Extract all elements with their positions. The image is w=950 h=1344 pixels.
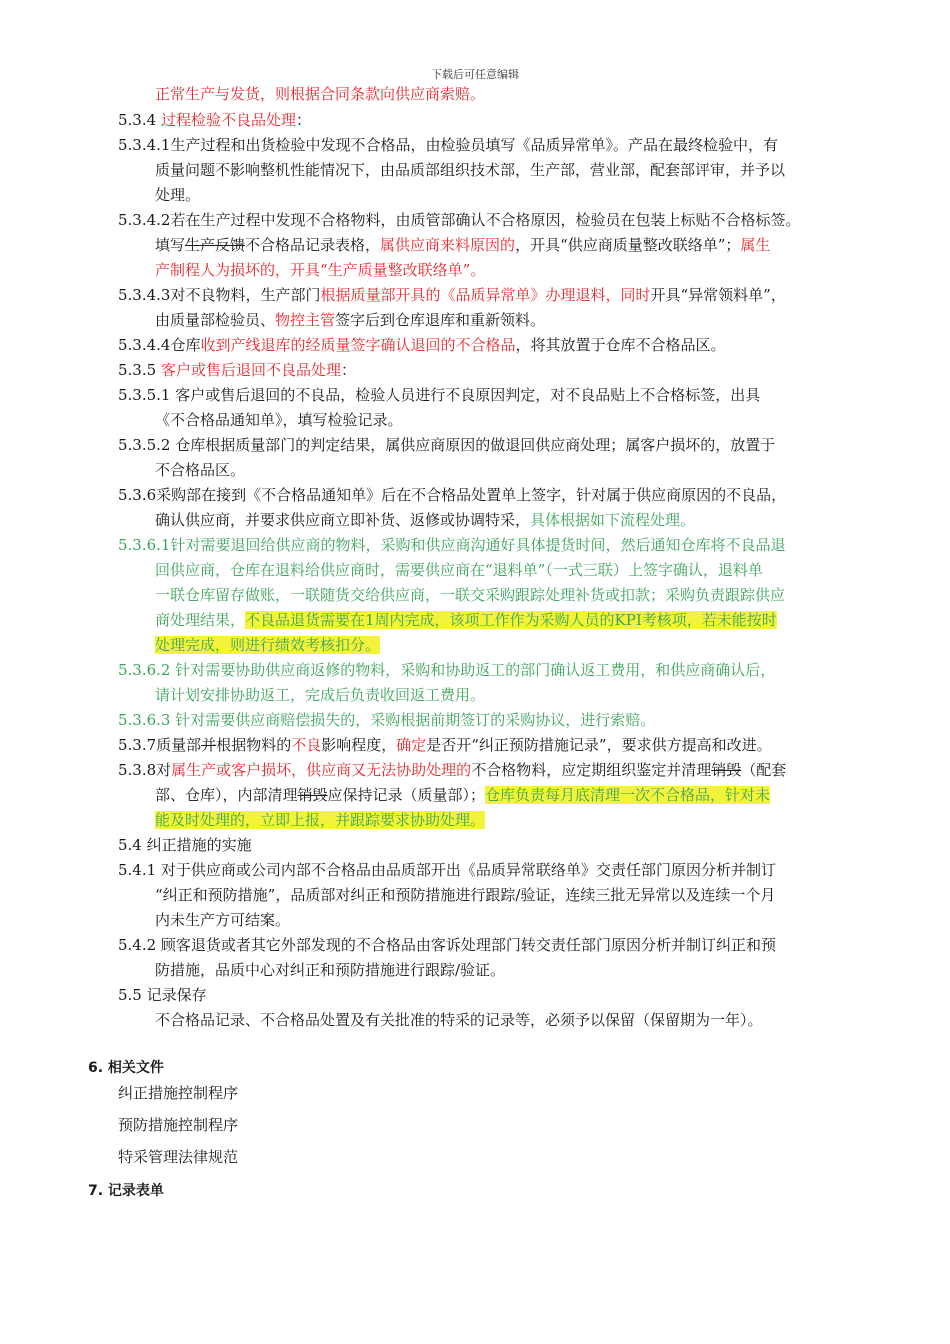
green-text: 商处理结果， bbox=[155, 611, 246, 629]
text-segment: 是否开“纠正预防措施记录”，要求供方提高和改进。 bbox=[426, 736, 772, 754]
section-title: 客户或售后退回不良品处理 bbox=[160, 361, 341, 379]
red-text: 物控主管 bbox=[275, 311, 336, 329]
para-5-3-4-2-line3: 产制程人为损坏的，开具“生产质量整改联络单”。 bbox=[155, 261, 486, 279]
section-title: 过程检验不良品处理 bbox=[160, 111, 296, 129]
para-5-3-6-1-line2: 回供应商，仓库在退料给供应商时，需要供应商在“退料单”（一式三联）上签字确认，退料单 bbox=[155, 561, 763, 579]
text-segment: 由质量部检验员、 bbox=[155, 311, 276, 329]
green-text: 具体根据如下流程处理。 bbox=[530, 511, 696, 529]
section-6-heading: 6. 相关文件 bbox=[88, 1060, 164, 1076]
para-5-5: 不合格品记录、不合格品处置及有关批准的特采的记录等，必须予以保留（保留期为一年）。 bbox=[155, 1011, 763, 1029]
text-segment: 部、仓库），内部清理 bbox=[155, 786, 298, 804]
text-segment: 5.3.7质量部 bbox=[118, 736, 202, 754]
text-segment: 填写 bbox=[155, 236, 186, 254]
text-segment: 签字后到仓库退库和重新领料。 bbox=[335, 311, 546, 329]
red-text: 收到产线退库的经质量签字确认退回的不合格品 bbox=[200, 336, 516, 354]
para-5-3-5-2-line2: 不合格品区。 bbox=[155, 461, 246, 479]
related-doc-item: 纠正措施控制程序 bbox=[118, 1084, 239, 1102]
red-text: 属生 bbox=[740, 236, 771, 254]
text-segment: 开具“异常领料单”， bbox=[650, 286, 786, 304]
para-5-3-4-2-line2 bbox=[155, 235, 770, 255]
para-5-3-5-2-line1: 5.3.5.2 仓库根据质量部门的判定结果，属供应商原因的做退回供应商处理；属客户损坏的，放置于 bbox=[118, 436, 776, 454]
text-segment: 确认供应商，并要求供应商立即补货、返修或协调特采， bbox=[155, 511, 531, 529]
text-segment: 不合格品记录表格， bbox=[245, 236, 381, 254]
para-5-3-6-2-line1: 5.3.6.2 针对需要协助供应商返修的物料，采购和协助返工的部门确认返工费用，和供应商确认后， bbox=[118, 661, 776, 679]
text-segment: 5.3.4.4仓库 bbox=[118, 336, 201, 354]
section-7-heading: 7. 记录表单 bbox=[88, 1183, 164, 1199]
section-5-3-4-heading bbox=[118, 110, 311, 130]
para-5-3-8-line3 bbox=[155, 810, 485, 830]
para-5-3-6-1-line4 bbox=[155, 610, 777, 630]
red-text: 根据质量部开具的《品质异常单》办理退料，同时 bbox=[320, 286, 651, 304]
para-5-3-8-line2 bbox=[155, 785, 770, 805]
section-5-3-5-heading bbox=[118, 360, 356, 380]
struck-text: 并 bbox=[201, 736, 217, 754]
text-segment: 根据物料的 bbox=[216, 736, 292, 754]
highlighted-text: 仓库负责每月底清理一次不合格品，针对未 bbox=[485, 786, 771, 804]
para-5-3-8-line1 bbox=[118, 760, 786, 780]
text-segment: 应保持记录（质量部）； bbox=[327, 786, 486, 804]
para-5-3-6-line2 bbox=[155, 510, 695, 530]
para-5-4-2-line2: 防措施，品质中心对纠正和预防措施进行跟踪/验证。 bbox=[155, 961, 506, 979]
text-segment: 不合格物料，应定期组织鉴定并清理 bbox=[471, 761, 712, 779]
para-5-3-6-1-line5 bbox=[155, 635, 380, 655]
highlighted-text: 不良品退货需要在1周内完成，该项工作作为采购人员的KPI考核项，若未能按时 bbox=[245, 611, 777, 629]
para-5-3-5-1-line2: 《不合格品通知单》，填写检验记录。 bbox=[155, 411, 403, 429]
section-number: 5.3.4 bbox=[118, 111, 161, 129]
para-5-3-7 bbox=[118, 735, 772, 755]
colon: ： bbox=[295, 111, 311, 129]
para-5-4-1-line1: 5.4.1 对于供应商或公司内部不合格品由品质部开出《品质异常联络单》交责任部门原因分析并制订 bbox=[118, 861, 776, 879]
para-5-3-4-3-line2 bbox=[155, 310, 545, 330]
para-5-3-6-3: 5.3.6.3 针对需要供应商赔偿损失的，采购根据前期签订的采购协议，进行索赔。 bbox=[118, 711, 656, 729]
text-segment: 影响程度， bbox=[321, 736, 397, 754]
text-segment: 5.3.4.3对不良物料，生产部门 bbox=[118, 286, 321, 304]
para-5-3-4-4 bbox=[118, 335, 726, 355]
para-5-3-6-1-line1: 5.3.6.1针对需要退回给供应商的物料，采购和供应商沟通好具体提货时间，然后通知仓库将不良品退 bbox=[118, 536, 786, 554]
para-5-3-6-2-line2: 请计划安排协助返工，完成后负责收回返工费用。 bbox=[155, 686, 486, 704]
colon: ： bbox=[340, 361, 356, 379]
para-5-3-4-1-line1: 5.3.4.1生产过程和出货检验中发现不合格品，由检验员填写《品质异常单》。产品在最终检验中，有 bbox=[118, 136, 778, 154]
section-number: 5.3.5 bbox=[118, 361, 161, 379]
para-5-3-4-2-line1: 5.3.4.2若在生产过程中发现不合格物料，由质管部确认不合格原因，检验员在包装上标贴不合格标签。 bbox=[118, 211, 801, 229]
para-5-4-1-line2: “纠正和预防措施”，品质部对纠正和预防措施进行跟踪/验证，连续三批无异常以及连续一个月 bbox=[155, 886, 776, 904]
section-5-4-heading: 5.4 纠正措施的实施 bbox=[118, 836, 252, 854]
page-header: 下载后可任意编辑 bbox=[431, 68, 519, 81]
red-text: 确定 bbox=[396, 736, 427, 754]
para-5-4-2-line1: 5.4.2 顾客退货或者其它外部发现的不合格品由客诉处理部门转交责任部门原因分析并制订纠正和预 bbox=[118, 936, 776, 954]
para-5-3-4-1-line2: 质量问题不影响整机性能情况下，由品质部组织技术部，生产部，营业部，配套部评审，并予以 bbox=[155, 161, 786, 179]
related-doc-item: 预防措施控制程序 bbox=[118, 1116, 239, 1134]
highlighted-text: 处理完成，则进行绩效考核扣分。 bbox=[155, 636, 381, 654]
text-segment: ，将其放置于仓库不合格品区。 bbox=[515, 336, 726, 354]
para-5-3-4-1-line3: 处理。 bbox=[155, 186, 201, 204]
para-5-3-6-1-line3: 一联仓库留存做账，一联随货交给供应商，一联交采购跟踪处理补货或扣款；采购负责跟踪供应 bbox=[155, 586, 786, 604]
related-doc-item: 特采管理法律规范 bbox=[118, 1148, 239, 1166]
struck-text: 销毁 bbox=[711, 761, 742, 779]
line-contract-claim: 正常生产与发货，则根据合同条款向供应商索赔。 bbox=[155, 85, 486, 103]
text-segment: （配套 bbox=[741, 761, 787, 779]
red-text: 不良 bbox=[291, 736, 322, 754]
para-5-3-4-3-line1 bbox=[118, 285, 786, 305]
struck-text: 销毁 bbox=[297, 786, 328, 804]
section-5-5-heading: 5.5 记录保存 bbox=[118, 986, 207, 1004]
text-segment: 5.3.8对 bbox=[118, 761, 172, 779]
struck-text: 生产反馈 bbox=[185, 236, 246, 254]
text-segment: ，开具“供应商质量整改联络单”； bbox=[515, 236, 741, 254]
highlighted-text: 能及时处理的，立即上报，并跟踪要求协助处理。 bbox=[155, 811, 486, 829]
red-text: 属供应商来料原因的 bbox=[380, 236, 516, 254]
para-5-4-1-line3: 内未生产方可结案。 bbox=[155, 911, 291, 929]
para-5-3-5-1-line1: 5.3.5.1 客户或售后退回的不良品，检验人员进行不良原因判定，对不良品贴上不合格标签，出具 bbox=[118, 386, 761, 404]
para-5-3-6-line1: 5.3.6采购部在接到《不合格品通知单》后在不合格品处置单上签字，针对属于供应商原因的不良品， bbox=[118, 486, 787, 504]
red-text: 属生产或客户损坏，供应商又无法协助处理的 bbox=[171, 761, 472, 779]
